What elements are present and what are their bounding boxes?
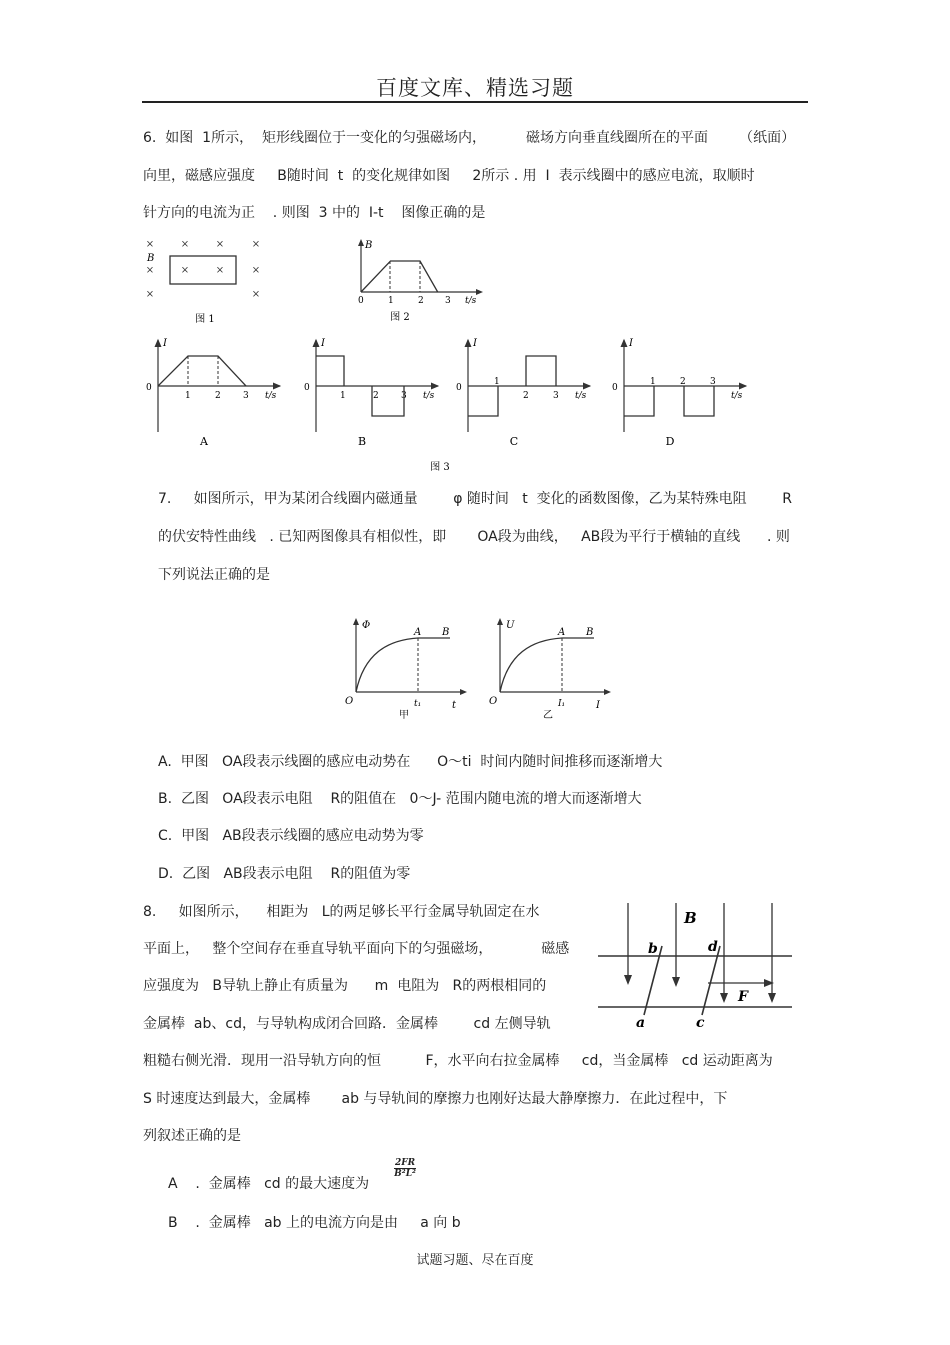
fig2-y-arrow [358, 239, 364, 246]
x-label: t/s [265, 391, 277, 401]
q7-line-2: 的伏安特性曲线 . 已知两图像具有相似性，即 OA段为曲线， AB段为平行于横轴的直线 . 则 [158, 529, 790, 545]
q6-figure-2 [352, 236, 488, 328]
x-label: t/s [575, 391, 587, 401]
field-mark: × [251, 239, 261, 250]
q8-line-5: 粗糙右侧光滑．现用一沿导轨方向的恒 F，水平向右拉金属棒 cd，当金属棒 cd 运动距离为 [143, 1053, 773, 1069]
current-pulse-positive [316, 356, 344, 386]
caption: 甲 [399, 710, 409, 721]
tick-i1: I₁ [558, 699, 566, 709]
point-b-label: b [648, 941, 658, 957]
q6-figure-1 [140, 234, 280, 326]
option-label: A [200, 435, 208, 448]
option-d-graph [612, 338, 746, 448]
u-i-curve [500, 638, 594, 692]
option-b-graph [304, 338, 438, 448]
fig2-origin: 0 [358, 296, 364, 306]
x-arrow [460, 689, 467, 695]
q7-line-3: 下列说法正确的是 [158, 567, 270, 583]
fig2-tick-1: 1 [388, 296, 394, 306]
q7-option-d: D. 乙图 AB段表示电阻 R的阻值为零 [158, 866, 411, 882]
page-footer: 试题习题、尽在百度 [416, 1253, 534, 1268]
q8-line-6: S 时速度达到最大，金属棒 ab 与导轨间的摩擦力也刚好达最大静摩擦力．在此过程中，下 [143, 1091, 728, 1107]
fig2-b-curve [361, 261, 438, 292]
field-mark: × [145, 289, 155, 300]
q6-line-2: 向里，磁感应强度 B随时间 t 的变化规律如图 2所示 . 用 I 表示线圈中的感应电流，取顺时 [143, 168, 755, 184]
fig2-y-label: B [365, 240, 373, 251]
q8-line-3: 应强度为 B导轨上静止有质量为 m 电阻为 R的两根相同的 [143, 978, 547, 994]
origin-label: 0 [146, 383, 152, 393]
tick-1: 1 [340, 391, 346, 401]
option-label: B [357, 435, 367, 448]
option-label: C [509, 435, 519, 448]
x-label: I [596, 700, 600, 711]
y-label: Φ [362, 620, 371, 631]
tick-2: 2 [680, 377, 686, 387]
current-curve [158, 356, 246, 386]
fig1-b-label: B [147, 253, 155, 264]
current-pulse-negative-1 [624, 386, 654, 416]
y-label: I [473, 338, 477, 349]
option-label: D [665, 435, 675, 448]
q8-line-4: 金属棒 ab、cd，与导轨构成闭合回路．金属棒 cd 左侧导轨 [143, 1016, 551, 1032]
origin-label: 0 [612, 383, 618, 393]
q7-option-a: A. 甲图 OA段表示线圈的感应电动势在 O～ti 时间内随时间推移而逐渐增大 [158, 754, 663, 770]
tick-3: 3 [401, 391, 407, 401]
y-label: I [321, 338, 325, 349]
q7-line-1: 7. 如图所示，甲为某闭合线圈内磁通量 φ 随时间 t 变化的函数图像，乙为某特殊电阻 R [158, 491, 792, 507]
fig2-tick-2: 2 [418, 296, 424, 306]
tick-3: 3 [710, 377, 716, 387]
q7-option-b: B. 乙图 OA段表示电阻 R的阻值在 0～J- 范围内随电流的增大而逐渐增大 [158, 791, 642, 807]
origin-label: 0 [456, 383, 462, 393]
q8-option-a-fraction [394, 1158, 416, 1179]
fig2-x-arrow [476, 289, 483, 295]
field-mark: × [251, 289, 261, 300]
option-a-graph [146, 338, 280, 448]
tick-t1: t₁ [414, 699, 422, 709]
q8-line-1: 8. 如图所示， 相距为 L的两足够长平行金属导轨固定在水 [143, 904, 540, 920]
tick-2: 2 [523, 391, 529, 401]
q8-line-7: 列叙述正确的是 [143, 1128, 241, 1144]
caption: 乙 [543, 710, 553, 721]
fig3-caption: 图 3 [430, 462, 450, 473]
x-label: t/s [731, 391, 743, 401]
current-pulse-negative [468, 386, 498, 416]
tick-1: 1 [650, 377, 656, 387]
q6-line-3: 针方向的电流为正 . 则图 3 中的 I-t 图像正确的是 [143, 205, 486, 221]
tick-2: 2 [215, 391, 221, 401]
tick-3: 3 [553, 391, 559, 401]
field-mark: × [145, 265, 155, 276]
q8-line-2: 平面上， 整个空间存在垂直导轨平面向下的匀强磁场， 磁感 [143, 941, 570, 957]
field-mark: × [145, 239, 155, 250]
tick-3: 3 [243, 391, 249, 401]
y-label: U [506, 620, 515, 631]
x-label: t/s [423, 391, 435, 401]
y-arrow [497, 618, 503, 625]
fig2-tick-3: 3 [445, 296, 451, 306]
current-pulse-positive [526, 356, 556, 386]
q6-line-1: 6. 如图 1所示， 矩形线圈位于一变化的匀强磁场内， 磁场方向垂直线圈所在的平面 （纸面） [143, 130, 796, 146]
origin-label: 0 [304, 383, 310, 393]
y-label: I [163, 338, 167, 349]
q6-figure-3 [140, 330, 760, 475]
field-mark: × [180, 265, 190, 276]
y-arrow [353, 618, 359, 625]
q7-graph-yi [486, 614, 616, 726]
f-label: F [738, 989, 748, 1005]
phi-curve [356, 638, 450, 692]
field-mark: × [215, 265, 225, 276]
page-header: 百度文库、精选习题 [376, 76, 574, 100]
point-b: B [586, 627, 594, 638]
q7-option-c: C. 甲图 AB段表示线圈的感应电动势为零 [158, 828, 424, 844]
q8-option-b: B . 金属棒 ab 上的电流方向是由 a 向 b [168, 1215, 461, 1231]
fraction-numerator: 2FR [395, 1158, 416, 1168]
q8-figure [596, 901, 794, 1033]
q8-option-a: A . 金属棒 cd 的最大速度为 [168, 1176, 370, 1192]
fig2-x-label: t/s [465, 296, 477, 306]
point-a: A [558, 627, 566, 638]
point-c-label: c [696, 1015, 705, 1031]
field-lines [624, 903, 776, 1003]
option-c-graph [456, 338, 590, 448]
point-b: B [442, 627, 450, 638]
header-rule [142, 101, 808, 103]
fig1-caption: 图 1 [195, 314, 215, 325]
tick-1: 1 [185, 391, 191, 401]
field-mark: × [215, 239, 225, 250]
tick-2: 2 [373, 391, 379, 401]
y-label: I [629, 338, 633, 349]
origin-label: O [489, 696, 498, 707]
field-mark: × [180, 239, 190, 250]
point-a: A [414, 627, 422, 638]
origin-label: O [345, 696, 354, 707]
point-d-label: d [708, 939, 718, 955]
q7-graph-jia [342, 614, 472, 726]
point-a-label: a [636, 1015, 646, 1031]
x-label: t [452, 700, 457, 711]
b-field-label: B [684, 909, 697, 927]
fraction-denominator: B²L² [394, 1169, 416, 1179]
current-pulse-negative-2 [684, 386, 714, 416]
field-mark: × [251, 265, 261, 276]
fig2-caption: 图 2 [390, 312, 410, 323]
x-arrow [604, 689, 611, 695]
tick-1: 1 [494, 377, 500, 387]
